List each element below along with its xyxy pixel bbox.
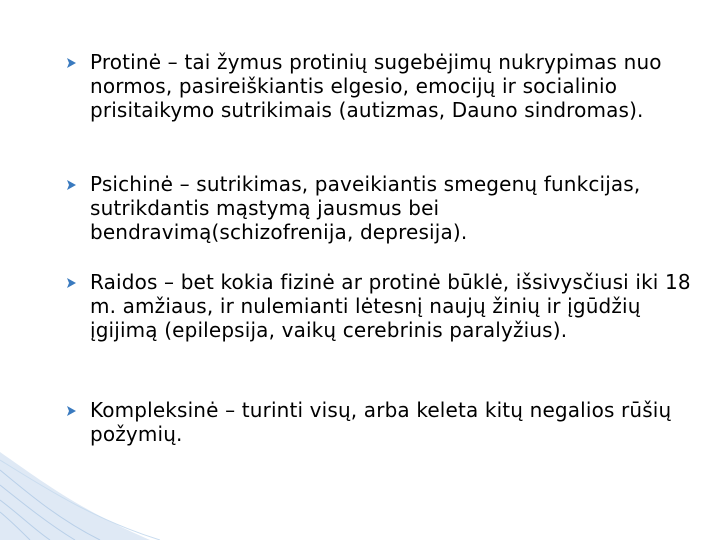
definition: – tai žymus protinių sugebėjimų nukrypimas nuo normos, pasireiškiantis elgesio, emocijų ir socialinio prisitaikymo sutrikimais (autizmas, Dauno sindromas).	[90, 50, 662, 122]
definition: – turinti visų, arba keleta kitų negalios rūšių požymių.	[90, 398, 672, 446]
list-item-text	[90, 50, 702, 122]
arrow-bullet-icon	[65, 277, 77, 289]
arrow-bullet-icon	[65, 179, 77, 191]
term: Raidos	[90, 270, 158, 294]
term: Kompleksinė	[90, 398, 219, 422]
arrow-bullet-icon	[65, 57, 77, 69]
term: Psichinė	[90, 172, 174, 196]
term: Protinė	[90, 50, 162, 74]
definition: – sutrikimas, paveikiantis smegenų funkcijas, sutrikdantis mąstymą jausmus bei bendravimą(schizofrenija, depresija).	[90, 172, 641, 244]
definition: – bet kokia fizinė ar protinė būklė, išsivysčiusi iki 18 m. amžiaus, ir nulemianti lėtesnį naujų žinių ir įgūdžių įgijimą (epilepsija, vaikų cerebrinis paralyžius).	[90, 270, 691, 342]
list-item-text	[90, 172, 702, 244]
list-item-text	[90, 270, 702, 342]
corner-decoration	[0, 450, 160, 540]
list-item-text	[90, 398, 702, 446]
arrow-bullet-icon	[65, 405, 77, 417]
